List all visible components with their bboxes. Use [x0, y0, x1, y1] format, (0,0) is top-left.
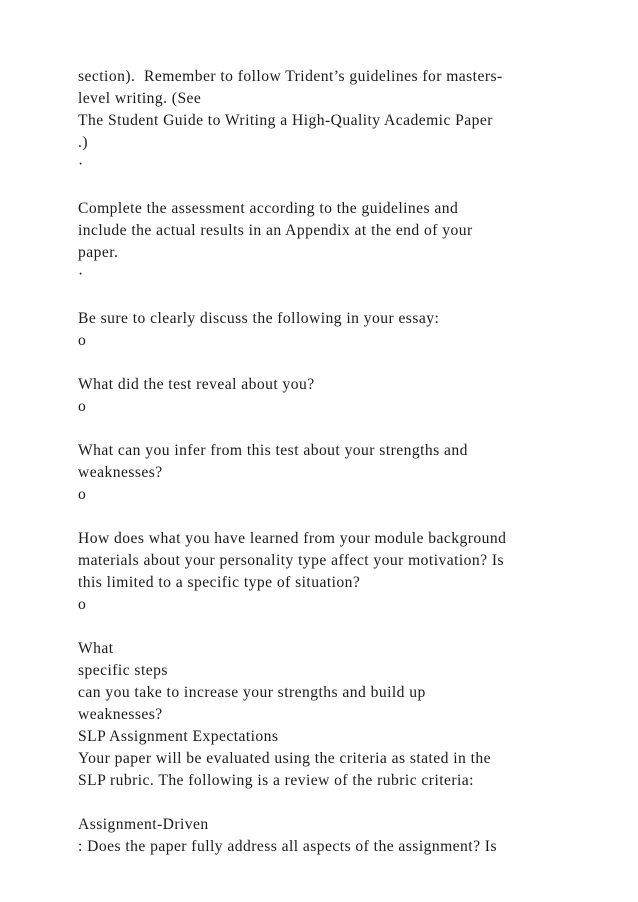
bullet-o: o — [78, 398, 87, 415]
text-line: paper. — [78, 244, 119, 261]
question-line: weaknesses? — [78, 464, 163, 481]
bullet-o: o — [78, 596, 87, 613]
question-line: materials about your personality type affect your motivation? Is — [78, 552, 505, 569]
blank-line — [78, 176, 598, 198]
bullet-o: o — [78, 486, 87, 503]
question-line: weaknesses? — [78, 706, 163, 723]
question-line: How does what you have learned from your module background — [78, 530, 507, 547]
blank-line — [78, 506, 598, 528]
question-line: What — [78, 640, 114, 657]
bullet-o: o — [78, 332, 87, 349]
question-line: What did the test reveal about you? — [78, 376, 315, 393]
bullet-dot: · — [78, 156, 84, 173]
text-line: .) — [78, 134, 88, 151]
document-body-text — [78, 66, 598, 858]
text-line: The Student Guide to Writing a High-Quality Academic Paper — [78, 112, 493, 129]
question-line: this limited to a specific type of situation? — [78, 574, 361, 591]
criterion-heading: Assignment-Driven — [78, 816, 209, 833]
question-line: What can you infer from this test about your strengths and — [78, 442, 468, 459]
text-line: include the actual results in an Appendix at the end of your — [78, 222, 473, 239]
question-line: specific steps — [78, 662, 168, 679]
blank-line — [78, 286, 598, 308]
blank-line — [78, 792, 598, 814]
text-line: : Does the paper fully address all aspects of the assignment? Is — [78, 838, 497, 855]
text-line: Your paper will be evaluated using the criteria as stated in the — [78, 750, 492, 767]
text-line: level writing. (See — [78, 90, 202, 107]
text-line: section). Remember to follow Trident’s guidelines for masters- — [78, 68, 503, 85]
bullet-dot: · — [78, 266, 84, 283]
text-line: Be sure to clearly discuss the following in your essay: — [78, 310, 440, 327]
text-line: Complete the assessment according to the guidelines and — [78, 200, 459, 217]
blank-line — [78, 616, 598, 638]
blank-line — [78, 352, 598, 374]
blank-line — [78, 418, 598, 440]
question-line: can you take to increase your strengths and build up — [78, 684, 426, 701]
text-line: SLP rubric. The following is a review of the rubric criteria: — [78, 772, 474, 789]
section-heading: SLP Assignment Expectations — [78, 728, 279, 745]
